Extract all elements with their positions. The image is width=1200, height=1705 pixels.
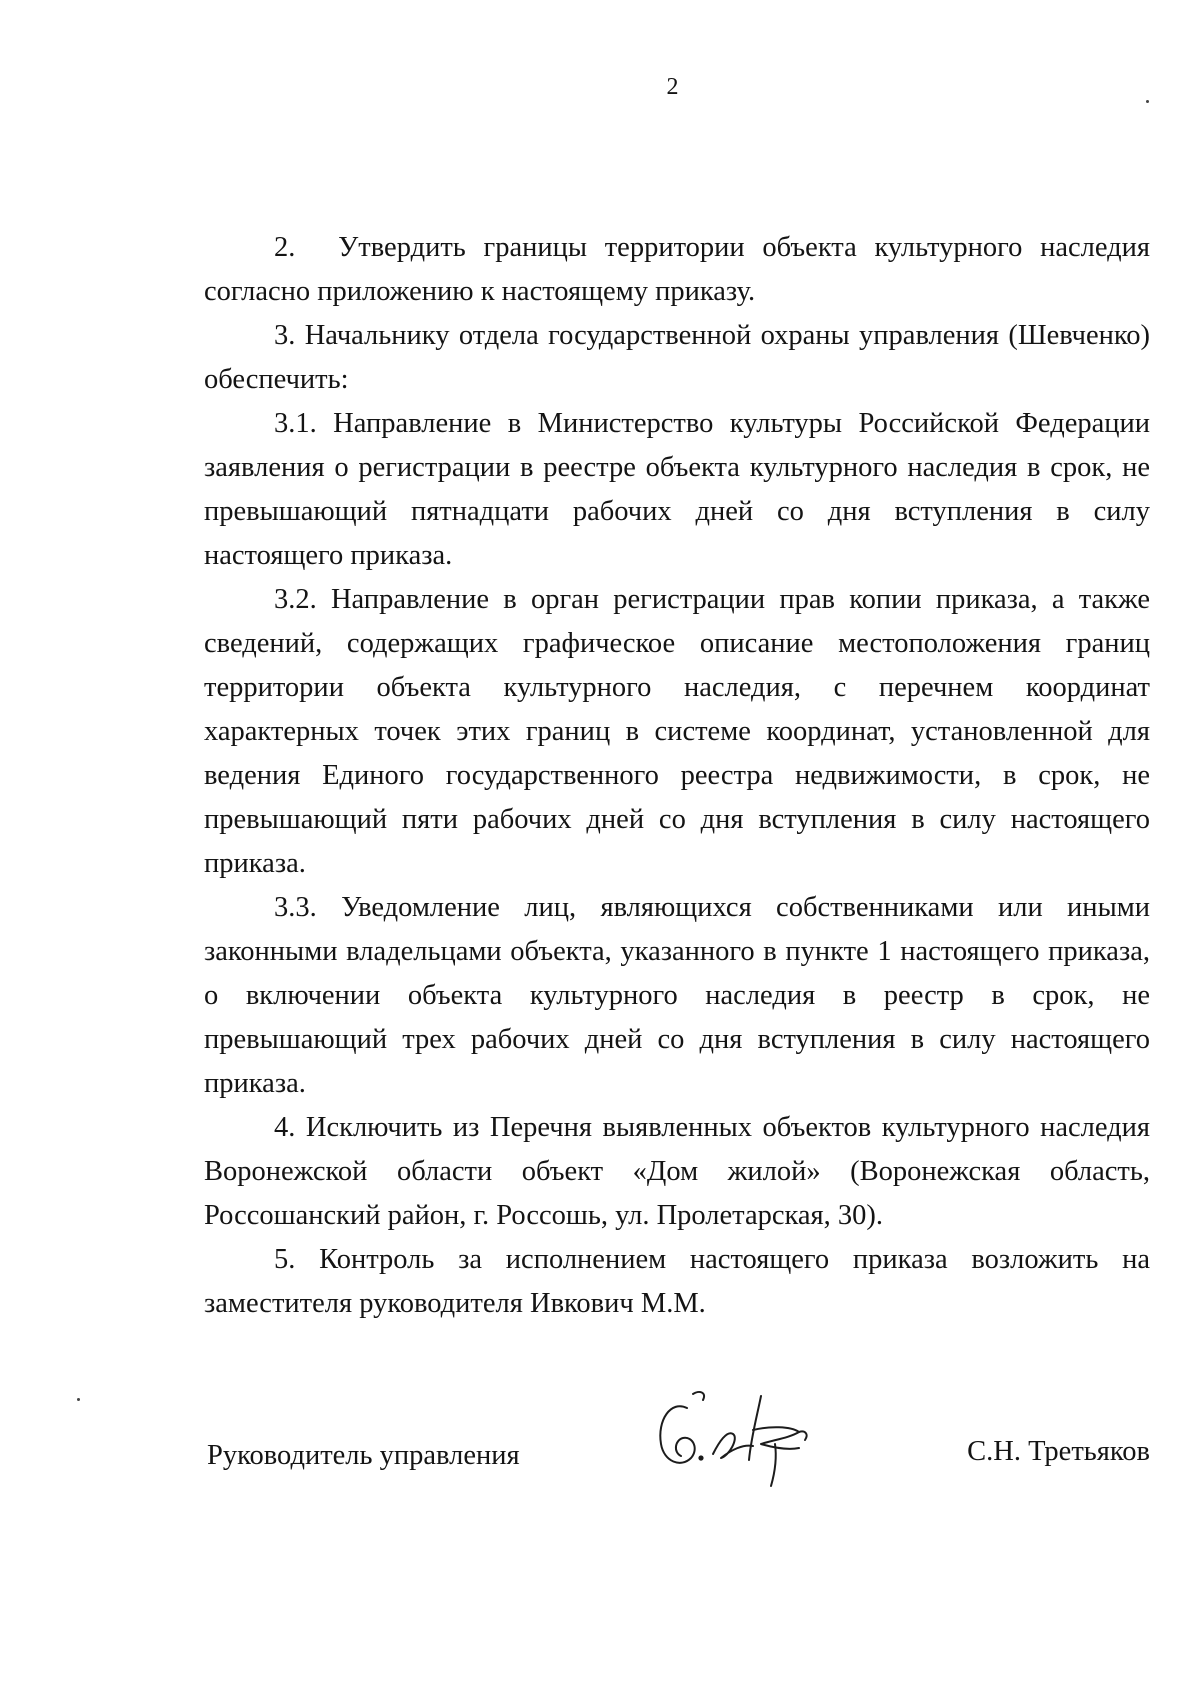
signature-block (204, 1432, 1150, 1492)
handwritten-signature (649, 1386, 839, 1496)
paragraph-3-3: 3.3. Уведомление лиц, являющихся собственниками или иными законными владельцами объекта, указанного в пункте 1 настоящего приказа, о включении объекта культурного наследия в реестр в срок, не превышающий трех рабочих дней со дня вступления в силу настоящего приказа. (204, 892, 1150, 1099)
signatory-name: С.Н. Третьяков (967, 1436, 1150, 1467)
signatory-position: Руководитель управления (207, 1440, 520, 1471)
scan-speck (77, 1398, 80, 1401)
paragraph-3: 3. Начальнику отдела государственной охраны управления (Шевченко) обеспечить: (204, 320, 1150, 395)
scan-speck (1146, 100, 1149, 103)
paragraph-5: 5. Контроль за исполнением настоящего приказа возложить на заместителя руководителя Ивкович М.М. (204, 1244, 1150, 1319)
paragraph-2: 2. Утвердить границы территории объекта культурного наследия согласно приложению к настоящему приказу. (204, 232, 1150, 307)
paragraph-3-1: 3.1. Направление в Министерство культуры Российской Федерации заявления о регистрации в реестре объекта культурного наследия в срок, не превышающий пятнадцати рабочих дней со дня вступления в силу настоящего приказа. (204, 408, 1150, 571)
document-body (204, 226, 1150, 1326)
paragraph-3-2: 3.2. Направление в орган регистрации прав копии приказа, а также сведений, содержащих графическое описание местоположения границ территории объекта культурного наследия, с перечнем координат характерных точек этих границ в системе координат, установленной для ведения Единого государственного реестра недвижимости, в срок, не превышающий пяти рабочих дней со дня вступления в силу настоящего приказа. (204, 584, 1150, 879)
paragraph-4: 4. Исключить из Перечня выявленных объектов культурного наследия Воронежской области объект «Дом жилой» (Воронежская область, Россошанский район, г. Россошь, ул. Пролетарская, 30). (204, 1112, 1150, 1231)
page-number: 2 (666, 74, 679, 100)
